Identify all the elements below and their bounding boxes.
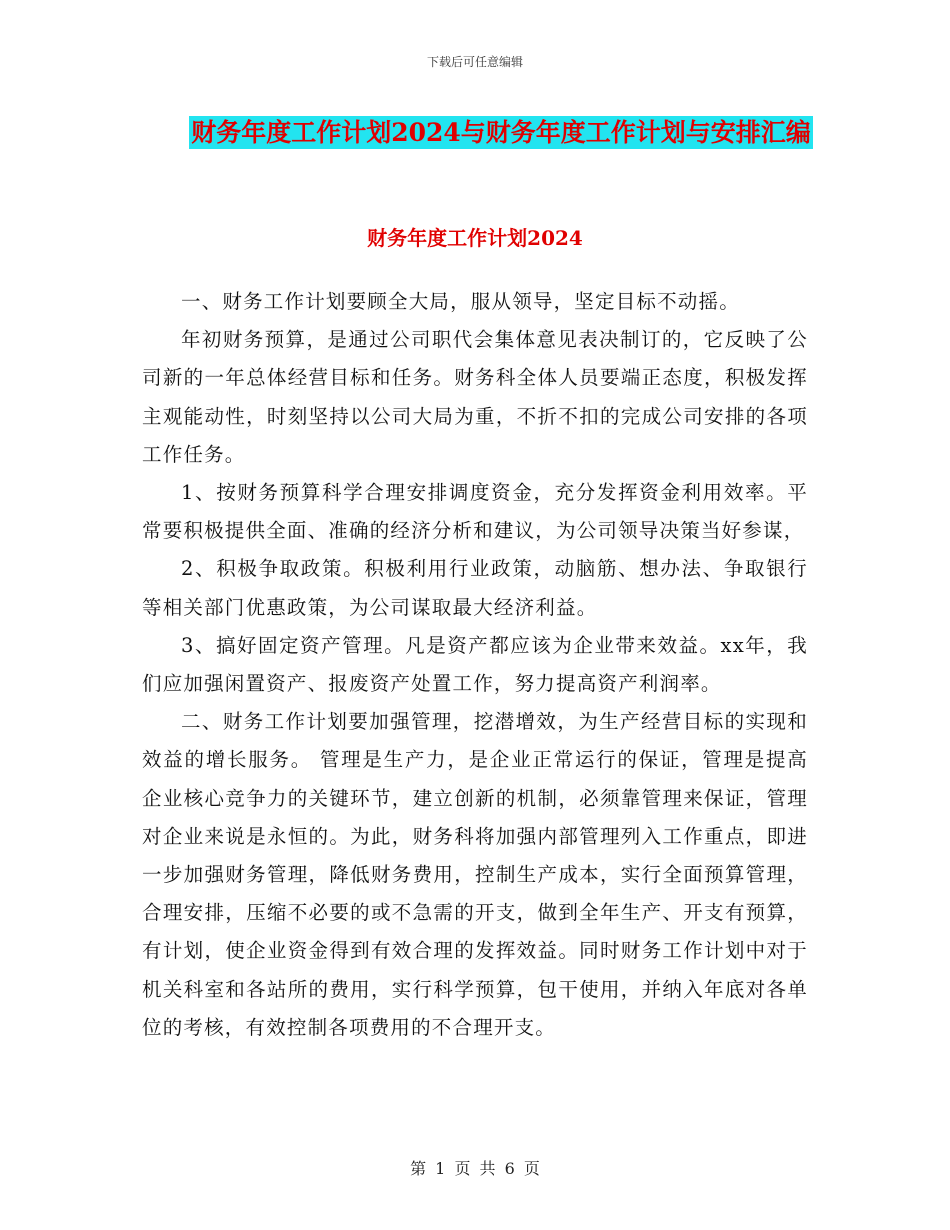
document-title [186,110,816,155]
paragraph-6: 二、财务工作计划要加强管理，挖潜增效，为生产经营目标的实现和效益的增长服务。 管理是生产力，是企业正常运行的保证，管理是提高企业核心竞争力的关键环节，建立创新的机制，必须靠管理来保证，管理对企业来说是永恒的。为此，财务科将加强内部管理列入工作重点，即进一步加强财务管理，降低财务费用，控制生产成本，实行全面预算管理，合理安排，压缩不必要的或不急需的开支，做到全年生产、开支有预算，有计划，使企业资金得到有效合理的发挥效益。同时财务工作计划中对于机关科室和各站所的费用，实行科学预算，包干使用，并纳入年底对各单位的考核，有效控制各项费用的不合理开支。 [142,710,808,1039]
document-body [142,283,808,1047]
paragraph-1: 一、财务工作计划要顾全大局，服从领导，坚定目标不动摇。 [181,290,740,313]
document-title-text: 财务年度工作计划2024与财务年度工作计划与安排汇编 [191,118,811,147]
paragraph-2: 年初财务预算，是通过公司职代会集体意见表决制订的，它反映了公司新的一年总体经营目标和任务。财务科全体人员要端正态度，积极发挥主观能动性，时刻坚持以公司大局为重，不折不扣的完成公司安排的各项工作任务。 [142,328,808,466]
page-footer: 第 1 页 共 6 页 [410,1159,540,1178]
section-title: 财务年度工作计划2024 [367,226,583,250]
paragraph-3: 1、按财务预算科学合理安排调度资金，充分发挥资金利用效率。平常要积极提供全面、准确的经济分析和建议，为公司领导决策当好参谋， [142,481,808,543]
header-note: 下载后可任意编辑 [426,55,523,69]
paragraph-5: 3、搞好固定资产管理。凡是资产都应该为企业带来效益。xx年，我们应加强闲置资产、报废资产处置工作，努力提高资产利润率。 [142,633,808,696]
paragraph-4: 2、积极争取政策。积极利用行业政策，动脑筋、想办法、争取银行等相关部门优惠政策，为公司谋取最大经济利益。 [142,557,808,619]
